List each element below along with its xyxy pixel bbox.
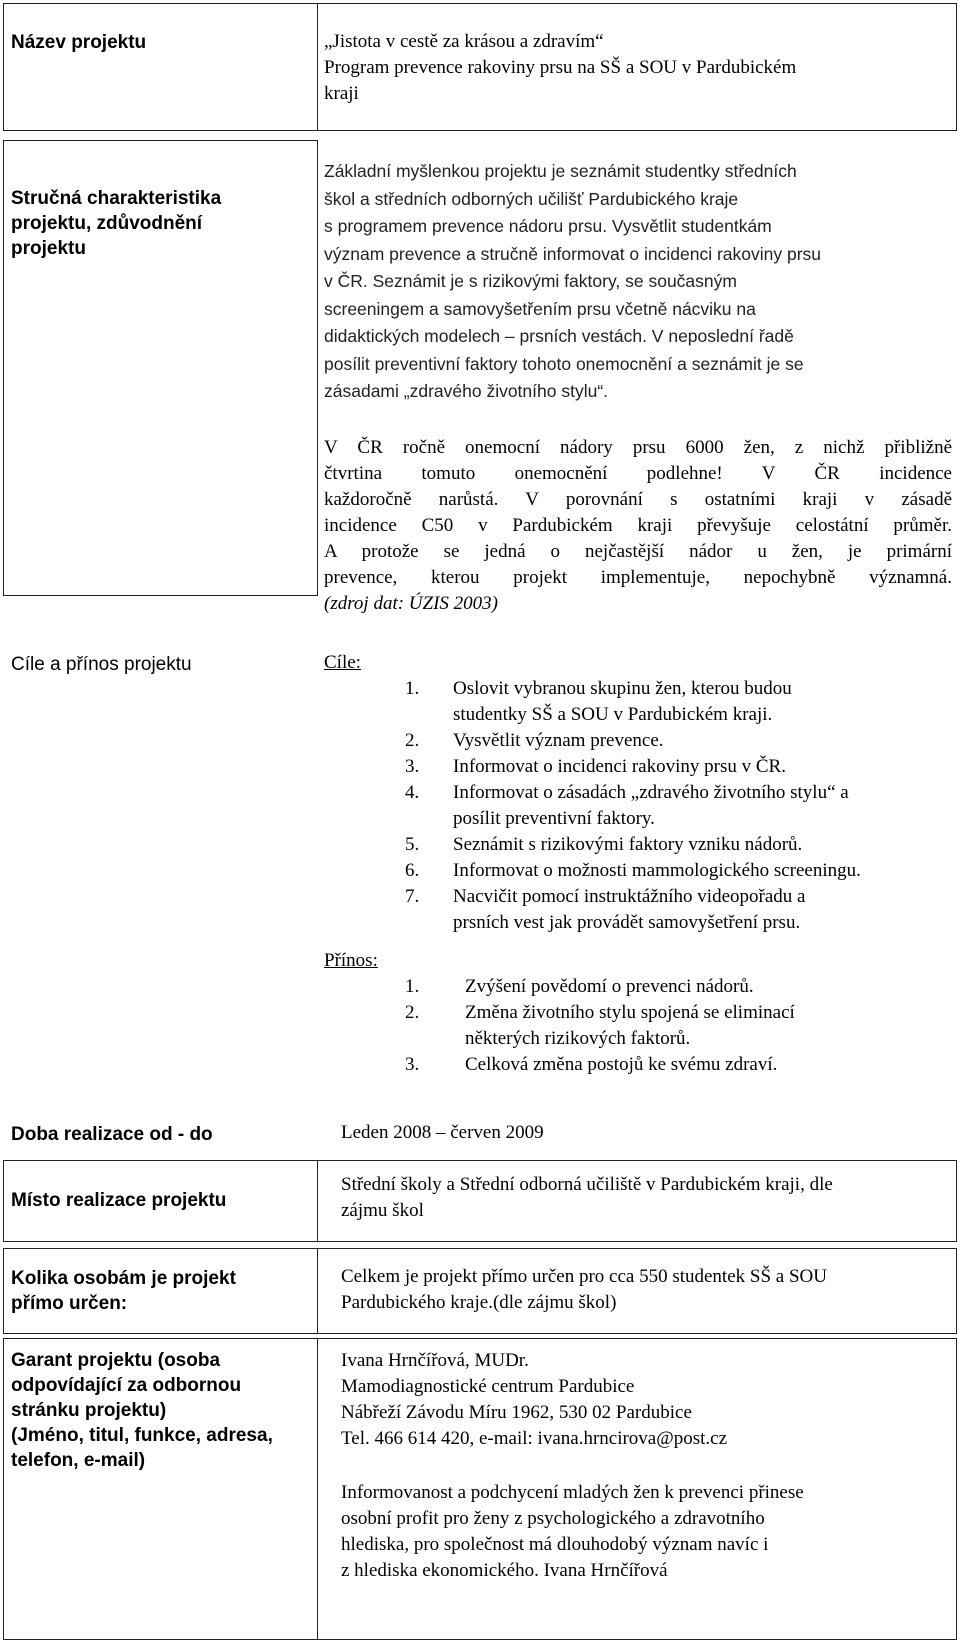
audience-line: Celkem je projekt přímo určen pro cca 550 studentek SŠ a SOU: [341, 1266, 827, 1287]
list-text: Zvýšení povědomí o prevenci nádorů.: [465, 976, 754, 997]
paragraph-line: každoročně narůstá. V porovnání s ostatními kraji v zásadě: [324, 489, 952, 510]
characteristics-paragraph-1: [324, 158, 944, 406]
paragraph-line: Základní myšlenkou projektu je seznámit studentky středních: [324, 161, 797, 181]
goals-heading-text: Cíle:: [324, 652, 361, 673]
goals-list: [405, 676, 861, 936]
location-label: Místo realizace projektu: [11, 1190, 227, 1211]
paragraph-line: v ČR. Seznámit je s rizikovými faktory, se současným: [324, 271, 737, 291]
list-item: [405, 832, 861, 858]
guarantor-label-line: (Jméno, titul, funkce, adresa,: [11, 1425, 273, 1446]
paragraph-line: škol a středních odborných učilišť Pardubického kraje: [324, 188, 739, 209]
audience-label: [11, 1266, 236, 1316]
row-project-name-label-cell: [3, 3, 318, 131]
list-text: posílit preventivní faktory.: [453, 808, 655, 829]
duration-label: Doba realizace od - do: [11, 1124, 213, 1145]
list-item: [405, 1052, 795, 1078]
list-number: 3.: [405, 756, 420, 777]
statement-line: z hlediska ekonomického. Ivana Hrnčířová: [341, 1560, 668, 1581]
statement-line: hlediska, pro společnost má dlouhodobý význam navíc i: [341, 1534, 769, 1555]
paragraph-line: didaktických modelech – prsních vestách. V neposlední řadě: [324, 326, 794, 346]
list-text: prsních vest jak provádět samovyšetření prsu.: [453, 912, 801, 933]
location-value: [341, 1172, 833, 1224]
list-item: [405, 1000, 795, 1052]
list-item: [405, 974, 795, 1000]
list-number: 1.: [405, 678, 420, 699]
list-text: Oslovit vybranou skupinu žen, kterou budou: [453, 678, 792, 699]
guarantor-label-line: telefon, e-mail): [11, 1450, 146, 1471]
characteristics-paragraph-2: [324, 435, 952, 617]
statement-line: osobní profit pro ženy z psychologického a zdravotního: [341, 1508, 765, 1529]
list-text: Informovat o zásadách „zdravého životního stylu“ a: [453, 782, 849, 803]
contact-line: Nábřeží Závodu Míru 1962, 530 02 Pardubice: [341, 1402, 692, 1423]
list-number: 6.: [405, 860, 420, 881]
list-item: [405, 884, 861, 936]
list-text: Vysvětlit význam prevence.: [453, 730, 664, 751]
paragraph-line: posílit preventivní faktory tohoto onemocnění a seznámit je se: [324, 353, 804, 374]
location-line: zájmu škol: [341, 1200, 424, 1221]
benefits-list: [405, 974, 795, 1078]
list-number: 2.: [405, 1002, 420, 1023]
paragraph-line: screeningem a samovyšetřením prsu včetně nácviku na: [324, 298, 756, 319]
list-text: Seznámit s rizikovými faktory vzniku nádorů.: [453, 834, 803, 855]
duration-value: Leden 2008 – červen 2009: [341, 1122, 544, 1143]
statement-line: Informovanost a podchycení mladých žen k prevenci přinese: [341, 1482, 804, 1503]
benefits-heading-text: Přínos:: [324, 950, 378, 971]
characteristics-label-line: Stručná charakteristika: [11, 188, 222, 209]
characteristics-label-line: projektu, zdůvodnění: [11, 213, 203, 234]
list-number: 4.: [405, 782, 420, 803]
list-text: Informovat o možnosti mammologického screeningu.: [453, 860, 861, 881]
list-text: Změna životního stylu spojená se eliminací: [465, 1002, 795, 1023]
list-text: Celková změna postojů ke svému zdraví.: [465, 1054, 778, 1075]
list-item: [405, 780, 861, 832]
list-item: [405, 728, 861, 754]
characteristics-label: [11, 186, 221, 261]
paragraph-line: význam prevence a stručně informovat o incidenci rakoviny prsu: [324, 243, 822, 264]
guarantor-label: [11, 1348, 273, 1473]
audience-line: Pardubického kraje.(dle zájmu škol): [341, 1292, 617, 1313]
location-line: Střední školy a Střední odborná učiliště v Pardubickém kraji, dle: [341, 1174, 833, 1195]
project-name-value: [324, 29, 796, 107]
list-text: studentky SŠ a SOU v Pardubickém kraji.: [453, 704, 773, 725]
contact-line: Ivana Hrnčířová, MUDr.: [341, 1350, 529, 1371]
list-number: 3.: [405, 1054, 420, 1075]
audience-label-line: Kolika osobám je projekt: [11, 1268, 236, 1289]
guarantor-label-line: Garant projektu (osoba: [11, 1350, 221, 1371]
project-name-line: Program prevence rakoviny prsu na SŠ a SOU v Pardubickém: [324, 57, 797, 78]
list-text: některých rizikových faktorů.: [465, 1028, 691, 1049]
paragraph-line: zásadami „zdravého životního stylu“.: [324, 381, 609, 401]
paragraph-line: s programem prevence nádoru prsu. Vysvětlit studentkám: [324, 216, 772, 236]
audience-label-line: přímo určen:: [11, 1293, 128, 1314]
paragraph-line: prevence, kterou projekt implementuje, nepochybně významná.: [324, 567, 952, 588]
list-number: 7.: [405, 886, 420, 907]
goals-heading: [324, 650, 361, 676]
list-item: [405, 676, 861, 728]
paragraph-line: V ČR ročně onemocní nádory prsu 6000 žen, z nichž přibližně: [324, 437, 952, 458]
list-item: [405, 858, 861, 884]
paragraph-line: čtvrtina tomuto onemocnění podlehne! V ČR incidence: [324, 463, 952, 484]
goals-label: Cíle a přínos projektu: [11, 654, 192, 675]
guarantor-label-line: stránku projektu): [11, 1400, 167, 1421]
project-name-line: kraji: [324, 83, 359, 104]
characteristics-label-line: projektu: [11, 238, 86, 259]
audience-value: [341, 1264, 827, 1316]
paragraph-line: incidence C50 v Pardubickém kraji převyšuje celostátní průměr.: [324, 515, 952, 536]
list-number: 1.: [405, 976, 420, 997]
paragraph-line: A protože se jedná o nejčastější nádor u žen, je primární: [324, 541, 952, 562]
project-name-label: Název projektu: [11, 32, 147, 53]
contact-line: Mamodiagnostické centrum Pardubice: [341, 1376, 635, 1397]
list-text: Informovat o incidenci rakoviny prsu v ČR.: [453, 756, 786, 777]
list-number: 2.: [405, 730, 420, 751]
benefits-heading: [324, 948, 378, 974]
data-source-note: (zdroj dat: ÚZIS 2003): [324, 593, 498, 614]
contact-line: Tel. 466 614 420, e-mail: ivana.hrncirova@post.cz: [341, 1428, 728, 1449]
guarantor-statement: [341, 1480, 804, 1584]
list-item: [405, 754, 861, 780]
guarantor-contact: [341, 1348, 727, 1452]
list-text: Nacvičit pomocí instruktážního videopořadu a: [453, 886, 806, 907]
project-name-line: „Jistota v cestě za krásou a zdravím“: [324, 31, 604, 52]
list-number: 5.: [405, 834, 420, 855]
guarantor-label-line: odpovídající za odbornou: [11, 1375, 242, 1396]
